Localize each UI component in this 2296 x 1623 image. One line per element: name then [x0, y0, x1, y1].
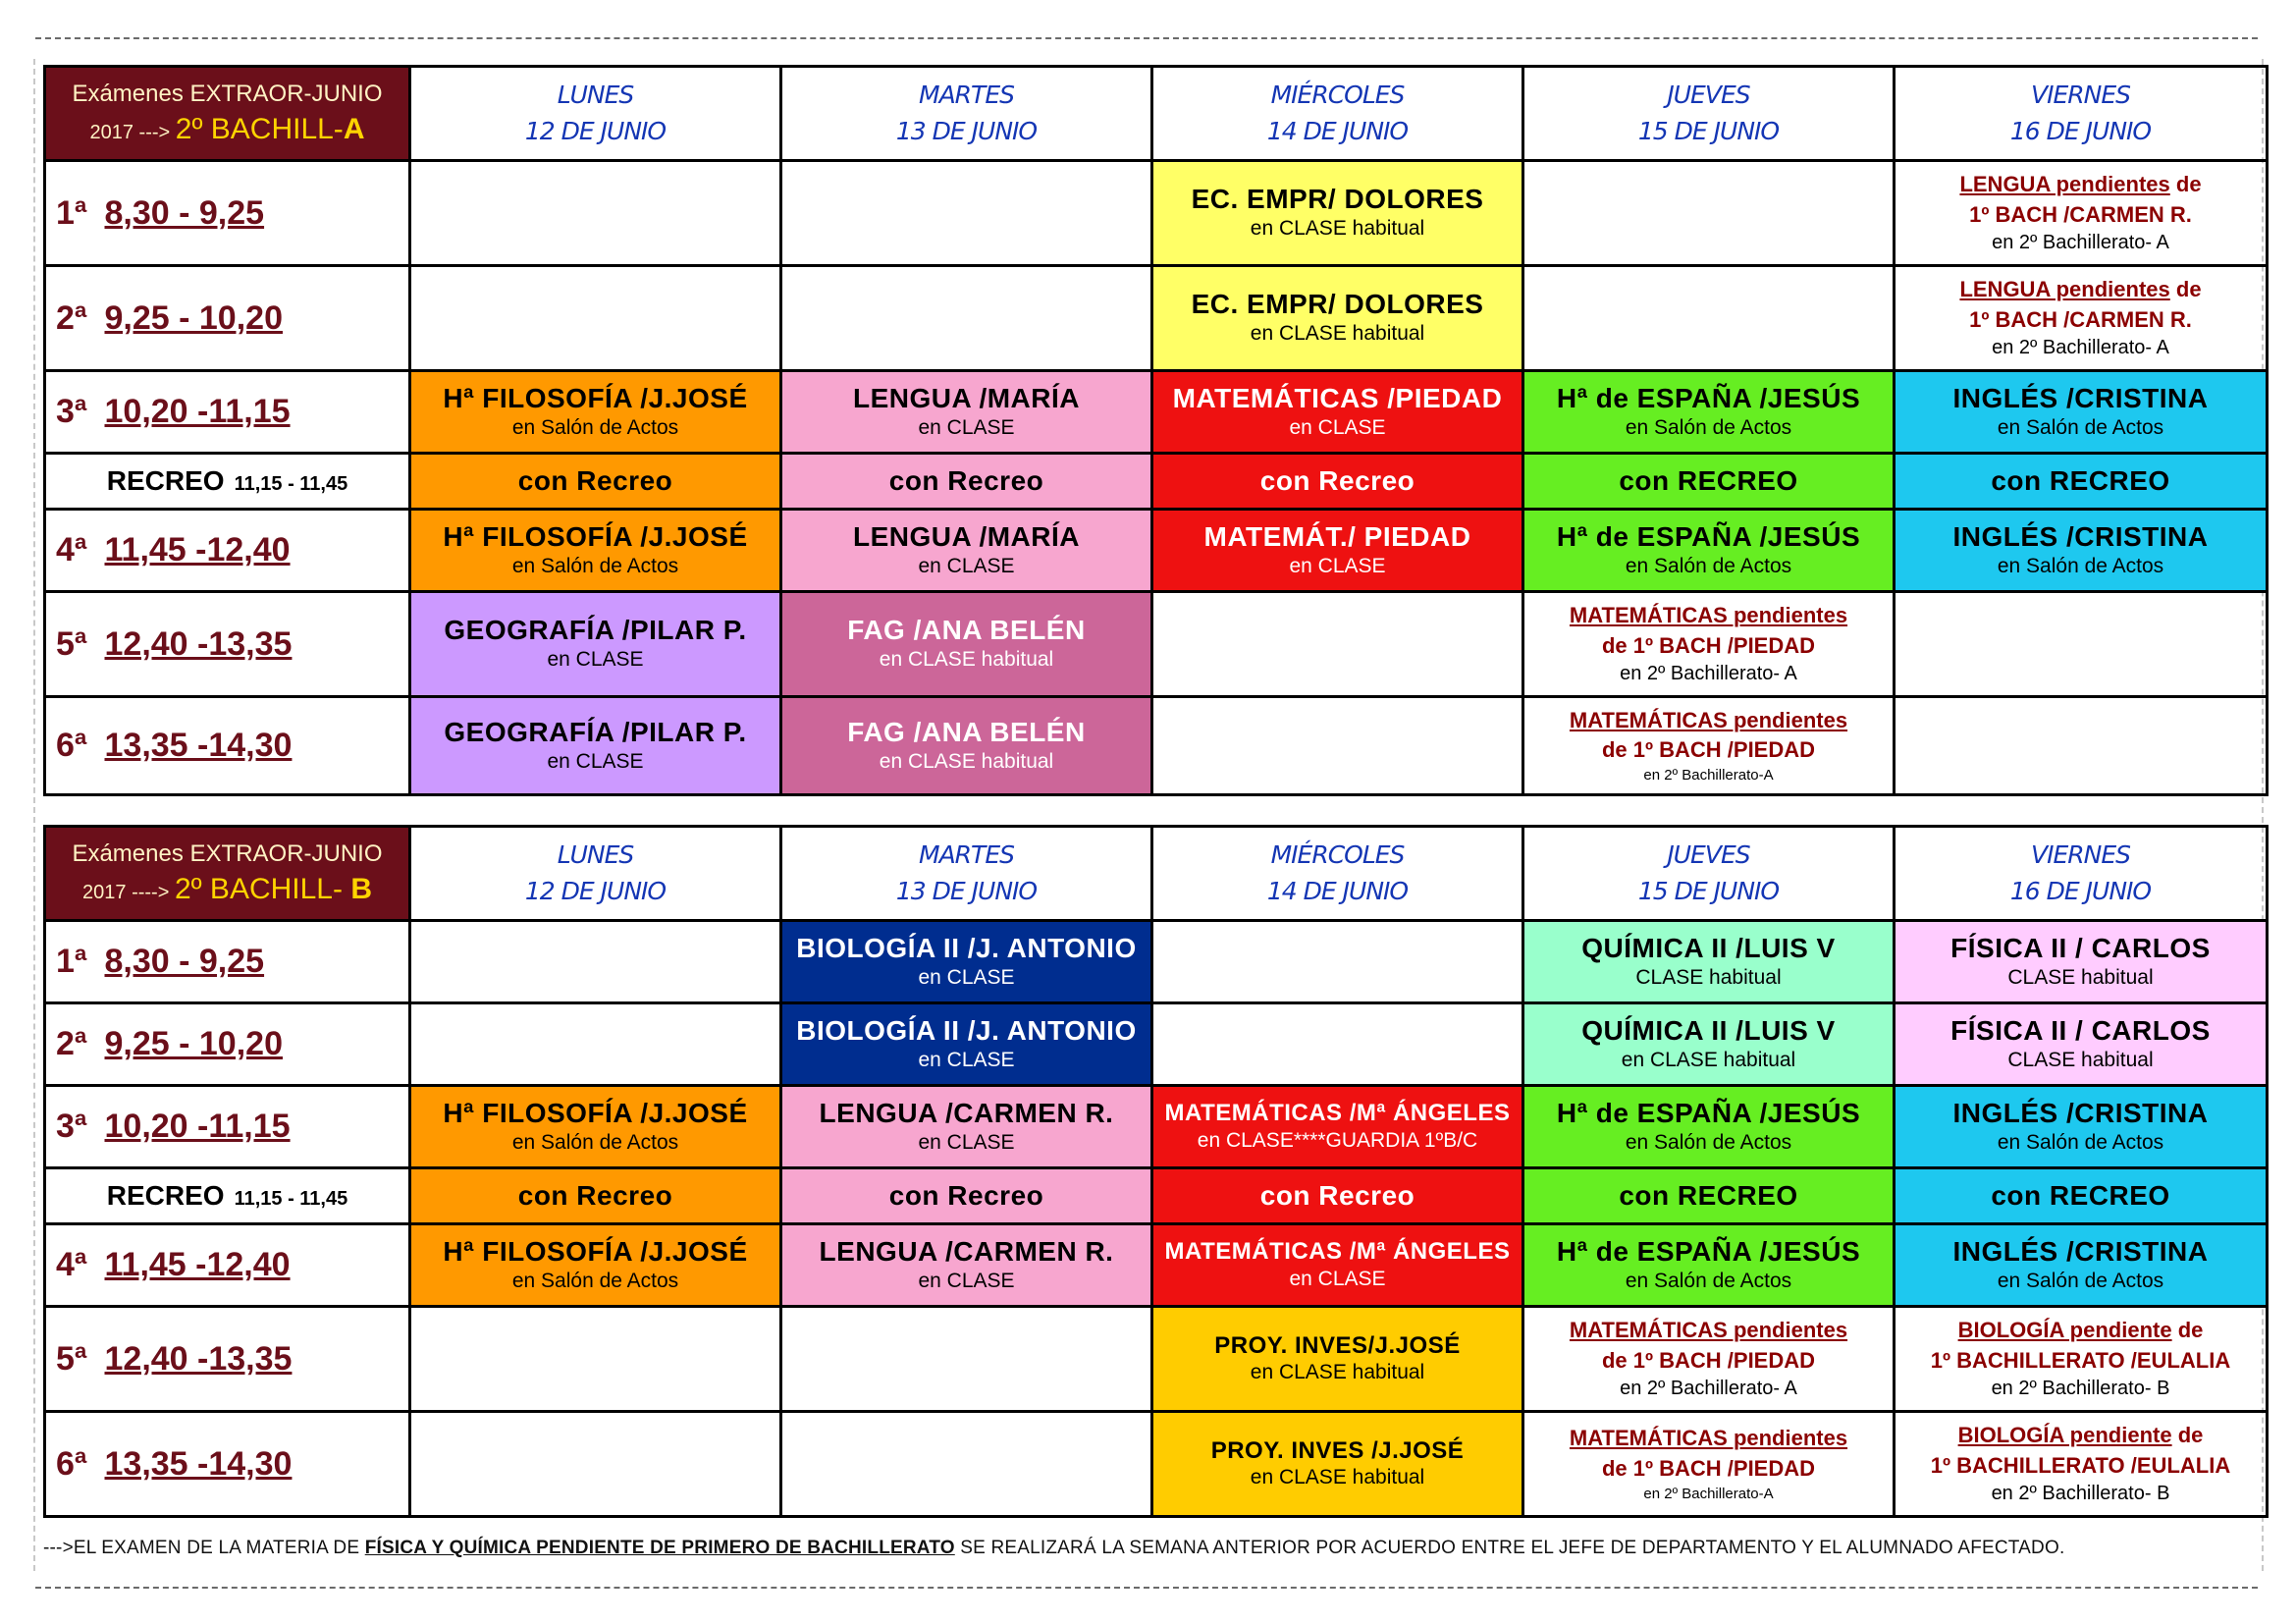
slot-number: 5ª — [56, 1339, 87, 1378]
exam-cell-empty — [1895, 697, 2268, 795]
recreo-cell: con RECREO — [1895, 454, 2268, 510]
slot-row-3 — [45, 371, 2268, 454]
recreo-cell: con RECREO — [1895, 1168, 2268, 1224]
day-date: 12 DE JUNIO — [524, 876, 667, 905]
exam-location: en CLASE — [1289, 415, 1386, 439]
exam-location: en CLASE habitual — [879, 749, 1054, 773]
group-label: 2º BACHILL- — [174, 872, 351, 905]
day-header-jueves — [1523, 827, 1895, 921]
exam-cell — [781, 592, 1152, 697]
exam-location: en CLASE habitual — [1621, 1048, 1796, 1071]
exam-location: en Salón de Actos — [1625, 415, 1792, 439]
exam-location: en Salón de Actos — [1625, 1269, 1792, 1292]
group-letter: A — [343, 112, 365, 145]
exam-location: en Salón de Actos — [1625, 554, 1792, 577]
exam-cell-empty — [410, 266, 781, 371]
exam-cell — [781, 1003, 1152, 1086]
exam-cell — [1523, 921, 1895, 1003]
slot-label — [45, 510, 410, 592]
recreo-time: 11,15 - 11,45 — [234, 1188, 348, 1210]
title-line: Exámenes EXTRAOR-JUNIO — [72, 81, 383, 108]
pending-exam-cell — [1523, 697, 1895, 795]
day-name: MARTES — [919, 840, 1014, 870]
exam-subject: QUÍMICA II /LUIS V — [1581, 1014, 1836, 1046]
exam-cell — [1152, 1086, 1523, 1168]
exam-subject: Hª FILOSOFÍA /J.JOSÉ — [443, 1097, 748, 1128]
exam-subject: MATEMÁTICAS /Mª ÁNGELES — [1164, 1100, 1511, 1127]
exam-location: en CLASE — [547, 648, 644, 672]
day-name: VIERNES — [2030, 81, 2130, 110]
exam-location: en CLASE habitual — [1250, 217, 1425, 241]
exam-cell-empty — [1152, 592, 1523, 697]
slot-number: 1ª — [56, 943, 87, 980]
exam-subject: QUÍMICA II /LUIS V — [1581, 932, 1836, 963]
exam-subject: PROY. INVES/J.JOSÉ — [1214, 1331, 1461, 1359]
exam-cell-empty — [781, 161, 1152, 266]
exam-subject: GEOGRAFÍA /PILAR P. — [444, 615, 747, 646]
slot-time: 9,25 - 10,20 — [104, 298, 283, 337]
exam-cell-empty — [410, 1307, 781, 1412]
slot-time: 9,25 - 10,20 — [104, 1025, 283, 1062]
header-row — [45, 67, 2268, 161]
pending-course: de 1º BACH /PIEDAD — [1601, 737, 1816, 763]
pending-subject: LENGUA pendientes de — [1959, 276, 2202, 301]
exam-cell — [1895, 371, 2268, 454]
group-label: 2º BACHILL- — [175, 112, 344, 145]
day-name: MARTES — [919, 81, 1014, 110]
exam-cell — [410, 1086, 781, 1168]
pending-exam-cell — [1895, 1412, 2268, 1517]
slot-time: 11,45 -12,40 — [104, 531, 291, 568]
exam-subject: INGLÉS /CRISTINA — [1952, 1097, 2209, 1128]
table-a-title — [45, 67, 410, 161]
exam-cell — [1523, 371, 1895, 454]
day-name: LUNES — [557, 81, 634, 110]
exam-cell — [781, 1224, 1152, 1307]
slot-time: 12,40 -13,35 — [104, 1339, 293, 1378]
recreo-cell: con RECREO — [1523, 454, 1895, 510]
day-header-miercoles — [1152, 67, 1523, 161]
pending-exam-cell — [1523, 592, 1895, 697]
exam-subject: Hª de ESPAÑA /JESÚS — [1556, 520, 1861, 552]
exam-location: en CLASE habitual — [1250, 322, 1425, 346]
exam-cell — [781, 510, 1152, 592]
slot-number: 6ª — [56, 1444, 87, 1483]
pending-exam-cell — [1895, 266, 2268, 371]
exam-location: en CLASE — [547, 749, 644, 773]
group-line — [50, 110, 404, 148]
exam-cell — [1152, 161, 1523, 266]
exam-location: en CLASE — [918, 965, 1015, 989]
exam-cell — [781, 921, 1152, 1003]
day-header-miercoles — [1152, 827, 1523, 921]
slot-label — [45, 1412, 410, 1517]
year: 2017 — [82, 881, 127, 903]
recreo-label — [45, 1168, 410, 1224]
exam-cell-empty — [410, 1412, 781, 1517]
top-dashed-rule — [35, 37, 2258, 39]
slot-number: 1ª — [56, 193, 87, 232]
exam-subject: LENGUA /MARÍA — [852, 382, 1080, 413]
recreo-label — [45, 454, 410, 510]
day-name: JUEVES — [1667, 840, 1750, 870]
day-header-martes — [781, 67, 1152, 161]
exam-location: CLASE habitual — [2007, 1048, 2154, 1071]
slot-label — [45, 1224, 410, 1307]
slot-time: 8,30 - 9,25 — [104, 943, 265, 980]
exam-cell — [1523, 1224, 1895, 1307]
exam-cell — [1523, 510, 1895, 592]
exam-cell — [1895, 510, 2268, 592]
arrow: ----> — [126, 881, 175, 903]
exam-cell — [410, 1224, 781, 1307]
exam-location: en Salón de Actos — [511, 554, 679, 577]
day-date: 14 DE JUNIO — [1266, 116, 1409, 145]
exam-location: en CLASE — [918, 1269, 1015, 1292]
exam-cell-empty — [1152, 1003, 1523, 1086]
exam-subject: Hª FILOSOFÍA /J.JOSÉ — [443, 1235, 748, 1267]
exam-location: en Salón de Actos — [1997, 415, 2164, 439]
exam-cell — [410, 510, 781, 592]
pending-subject: BIOLOGÍA pendiente de — [1957, 1317, 2204, 1342]
exam-location: en CLASE****GUARDIA 1ºB/C — [1197, 1128, 1478, 1152]
day-header-jueves — [1523, 67, 1895, 161]
slot-row-1 — [45, 921, 2268, 1003]
exam-cell — [781, 371, 1152, 454]
title-line: Exámenes EXTRAOR-JUNIO — [72, 840, 383, 868]
exam-subject: BIOLOGÍA II /J. ANTONIO — [796, 932, 1137, 963]
pending-location: en 2º Bachillerato-A — [1643, 767, 1774, 784]
exam-location: en Salón de Actos — [1997, 1269, 2164, 1292]
exam-location: en CLASE — [918, 1048, 1015, 1071]
pending-location: en 2º Bachillerato- B — [1991, 1378, 2170, 1400]
exam-cell-empty — [781, 266, 1152, 371]
pending-course: de 1º BACH /PIEDAD — [1601, 632, 1816, 658]
slot-row-1 — [45, 161, 2268, 266]
exam-subject: PROY. INVES /J.JOSÉ — [1210, 1436, 1465, 1464]
day-name: VIERNES — [2030, 840, 2130, 870]
exam-subject: Hª de ESPAÑA /JESÚS — [1556, 382, 1861, 413]
header-row — [45, 827, 2268, 921]
exam-subject: GEOGRAFÍA /PILAR P. — [444, 716, 747, 747]
exam-cell — [781, 1086, 1152, 1168]
exam-cell — [1895, 1003, 2268, 1086]
exam-cell — [1523, 1086, 1895, 1168]
exam-subject: Hª de ESPAÑA /JESÚS — [1556, 1097, 1861, 1128]
slot-number: 4ª — [56, 1246, 87, 1283]
exam-location: en CLASE habitual — [1250, 1361, 1425, 1384]
pending-course: 1º BACHILLERATO /EULALIA — [1930, 1347, 2231, 1373]
slot-number: 3ª — [56, 1108, 87, 1145]
slot-row-6 — [45, 1412, 2268, 1517]
footnote-subject: FÍSICA Y QUÍMICA PENDIENTE DE PRIMERO DE BACHILLERATO — [364, 1538, 955, 1558]
exam-subject: INGLÉS /CRISTINA — [1952, 1235, 2209, 1267]
exam-cell — [1152, 1224, 1523, 1307]
day-header-viernes — [1895, 827, 2268, 921]
recreo-cell: con Recreo — [781, 1168, 1152, 1224]
exam-cell-empty — [781, 1412, 1152, 1517]
pending-subject: MATEMÁTICAS pendientes — [1569, 707, 1848, 732]
exam-cell — [410, 697, 781, 795]
pending-course: 1º BACHILLERATO /EULALIA — [1930, 1452, 2231, 1478]
pending-course: de 1º BACH /PIEDAD — [1601, 1347, 1816, 1373]
exam-cell — [1152, 371, 1523, 454]
exam-cell — [1152, 1412, 1523, 1517]
exam-subject: LENGUA /CARMEN R. — [819, 1235, 1114, 1267]
slot-number: 2ª — [56, 298, 87, 337]
slot-label — [45, 1307, 410, 1412]
group-line — [50, 870, 404, 908]
slot-time: 11,45 -12,40 — [104, 1246, 291, 1283]
day-date: 16 DE JUNIO — [2009, 116, 2152, 145]
slot-row-2 — [45, 1003, 2268, 1086]
recreo-cell: con RECREO — [1523, 1168, 1895, 1224]
exam-location: en Salón de Actos — [1625, 1130, 1792, 1154]
slot-number: 2ª — [56, 1025, 87, 1062]
exam-location: en CLASE — [1289, 554, 1386, 577]
day-date: 13 DE JUNIO — [895, 876, 1038, 905]
pending-subject: MATEMÁTICAS pendientes — [1569, 1317, 1848, 1342]
day-name: MIÉRCOLES — [1270, 840, 1405, 870]
exam-subject: Hª de ESPAÑA /JESÚS — [1556, 1235, 1861, 1267]
pending-location: en 2º Bachillerato- A — [1620, 1378, 1797, 1400]
exam-location: en CLASE habitual — [879, 648, 1054, 672]
exam-cell-empty — [781, 1307, 1152, 1412]
group-letter: B — [350, 872, 372, 905]
exam-subject: Hª FILOSOFÍA /J.JOSÉ — [443, 520, 748, 552]
exam-cell-empty — [1895, 592, 2268, 697]
exam-cell-empty — [410, 921, 781, 1003]
day-date: 14 DE JUNIO — [1266, 876, 1409, 905]
slot-row-5 — [45, 1307, 2268, 1412]
slot-number: 6ª — [56, 727, 87, 764]
exam-subject: EC. EMPR/ DOLORES — [1191, 289, 1484, 320]
slot-number: 4ª — [56, 531, 87, 568]
slot-label — [45, 266, 410, 371]
day-date: 15 DE JUNIO — [1637, 116, 1780, 145]
recreo-cell: con Recreo — [781, 454, 1152, 510]
slot-label — [45, 1086, 410, 1168]
bottom-dashed-rule — [35, 1587, 2258, 1589]
exam-cell-empty — [1152, 697, 1523, 795]
pending-course: 1º BACH /CARMEN R. — [1969, 306, 2192, 332]
footnote-pre: --->EL EXAMEN DE LA MATERIA DE — [43, 1538, 365, 1558]
exam-location: en CLASE — [918, 554, 1015, 577]
year: 2017 — [89, 121, 133, 143]
day-header-lunes — [410, 827, 781, 921]
exam-cell — [1895, 921, 2268, 1003]
day-header-martes — [781, 827, 1152, 921]
exam-cell-empty — [1152, 921, 1523, 1003]
recreo-cell: con Recreo — [410, 1168, 781, 1224]
pending-course: 1º BACH /CARMEN R. — [1969, 201, 2192, 227]
exam-location: en CLASE — [1289, 1267, 1386, 1290]
slot-time: 8,30 - 9,25 — [104, 193, 265, 232]
pending-subject: LENGUA pendientes de — [1959, 171, 2202, 196]
day-date: 12 DE JUNIO — [524, 116, 667, 145]
exam-subject: MATEMÁTICAS /PIEDAD — [1172, 382, 1503, 413]
slot-label — [45, 592, 410, 697]
exam-subject: MATEMÁT./ PIEDAD — [1203, 520, 1471, 552]
slot-row-4 — [45, 510, 2268, 592]
day-date: 15 DE JUNIO — [1637, 876, 1780, 905]
exam-subject: FAG /ANA BELÉN — [847, 716, 1086, 747]
recreo-text: RECREO — [106, 465, 225, 496]
recreo-text: RECREO — [106, 1180, 225, 1211]
day-name: LUNES — [557, 840, 634, 870]
exam-location: en Salón de Actos — [1997, 554, 2164, 577]
exam-subject: FÍSICA II / CARLOS — [1950, 1014, 2211, 1046]
exam-location: en Salón de Actos — [511, 1269, 679, 1292]
footnote — [43, 1538, 2064, 1559]
recreo-row — [45, 454, 2268, 510]
pending-exam-cell — [1523, 1307, 1895, 1412]
exam-location: en CLASE — [918, 415, 1015, 439]
pending-subject: BIOLOGÍA pendiente de — [1957, 1422, 2204, 1447]
slot-time: 10,20 -11,15 — [104, 1108, 291, 1145]
pending-subject: MATEMÁTICAS pendientes — [1569, 1426, 1848, 1451]
exam-cell-empty — [410, 1003, 781, 1086]
exam-subject: LENGUA /MARÍA — [852, 520, 1080, 552]
exam-location: en Salón de Actos — [1997, 1130, 2164, 1154]
day-name: MIÉRCOLES — [1270, 81, 1405, 110]
exam-schedule-table-b — [43, 825, 2269, 1518]
exam-cell — [1152, 1307, 1523, 1412]
pending-location: en 2º Bachillerato- A — [1992, 337, 2169, 359]
slot-label — [45, 921, 410, 1003]
exam-cell-empty — [410, 161, 781, 266]
pending-exam-cell — [1895, 161, 2268, 266]
slot-row-5 — [45, 592, 2268, 697]
exam-subject: INGLÉS /CRISTINA — [1952, 520, 2209, 552]
slot-label — [45, 697, 410, 795]
exam-subject: LENGUA /CARMEN R. — [819, 1097, 1114, 1128]
exam-subject: MATEMÁTICAS /Mª ÁNGELES — [1164, 1238, 1511, 1266]
slot-time: 13,35 -14,30 — [104, 1444, 293, 1483]
pending-location: en 2º Bachillerato- A — [1620, 663, 1797, 685]
pending-exam-cell — [1895, 1307, 2268, 1412]
footnote-post: SE REALIZARÁ LA SEMANA ANTERIOR POR ACUERDO ENTRE EL JEFE DE DEPARTAMENTO Y EL ALUMNADO AFECTADO. — [954, 1538, 2065, 1558]
pending-exam-cell — [1523, 1412, 1895, 1517]
pending-subject: MATEMÁTICAS pendientes — [1569, 602, 1848, 627]
exam-cell — [1152, 266, 1523, 371]
slot-label — [45, 371, 410, 454]
day-header-lunes — [410, 67, 781, 161]
exam-location: en CLASE — [918, 1130, 1015, 1154]
slot-row-3 — [45, 1086, 2268, 1168]
day-date: 16 DE JUNIO — [2009, 876, 2152, 905]
slot-time: 13,35 -14,30 — [104, 727, 293, 764]
day-name: JUEVES — [1667, 81, 1750, 110]
recreo-time: 11,15 - 11,45 — [234, 473, 348, 495]
slot-label — [45, 1003, 410, 1086]
slot-time: 12,40 -13,35 — [104, 624, 293, 663]
exam-schedule-table-a — [43, 65, 2269, 796]
exam-cell — [1895, 1224, 2268, 1307]
slot-row-4 — [45, 1224, 2268, 1307]
exam-subject: Hª FILOSOFÍA /J.JOSÉ — [443, 382, 748, 413]
exam-location: en Salón de Actos — [511, 1130, 679, 1154]
pending-course: de 1º BACH /PIEDAD — [1601, 1455, 1816, 1481]
arrow: ---> — [133, 121, 176, 143]
exam-subject: INGLÉS /CRISTINA — [1952, 382, 2209, 413]
slot-row-6 — [45, 697, 2268, 795]
recreo-cell: con Recreo — [410, 454, 781, 510]
exam-location: CLASE habitual — [1635, 965, 1782, 989]
slot-number: 5ª — [56, 624, 87, 663]
recreo-cell: con Recreo — [1152, 454, 1523, 510]
day-date: 13 DE JUNIO — [895, 116, 1038, 145]
left-dashed-rule — [33, 59, 35, 1571]
exam-location: en Salón de Actos — [511, 415, 679, 439]
exam-cell — [1895, 1086, 2268, 1168]
slot-label — [45, 161, 410, 266]
recreo-cell: con Recreo — [1152, 1168, 1523, 1224]
table-b-title — [45, 827, 410, 921]
recreo-row — [45, 1168, 2268, 1224]
exam-cell — [1152, 510, 1523, 592]
slot-row-2 — [45, 266, 2268, 371]
exam-location: en CLASE habitual — [1250, 1466, 1425, 1489]
exam-cell — [410, 592, 781, 697]
exam-location: CLASE habitual — [2007, 965, 2154, 989]
exam-subject: FAG /ANA BELÉN — [847, 615, 1086, 646]
exam-subject: BIOLOGÍA II /J. ANTONIO — [796, 1014, 1137, 1046]
pending-location: en 2º Bachillerato-A — [1643, 1485, 1774, 1502]
exam-cell-empty — [1523, 266, 1895, 371]
exam-cell — [781, 697, 1152, 795]
pending-location: en 2º Bachillerato- A — [1992, 232, 2169, 254]
pending-location: en 2º Bachillerato- B — [1991, 1483, 2170, 1505]
exam-subject: FÍSICA II / CARLOS — [1950, 932, 2211, 963]
day-header-viernes — [1895, 67, 2268, 161]
exam-cell-empty — [1523, 161, 1895, 266]
exam-cell — [1523, 1003, 1895, 1086]
exam-cell — [410, 371, 781, 454]
slot-time: 10,20 -11,15 — [104, 393, 291, 430]
exam-subject: EC. EMPR/ DOLORES — [1191, 184, 1484, 215]
slot-number: 3ª — [56, 393, 87, 430]
